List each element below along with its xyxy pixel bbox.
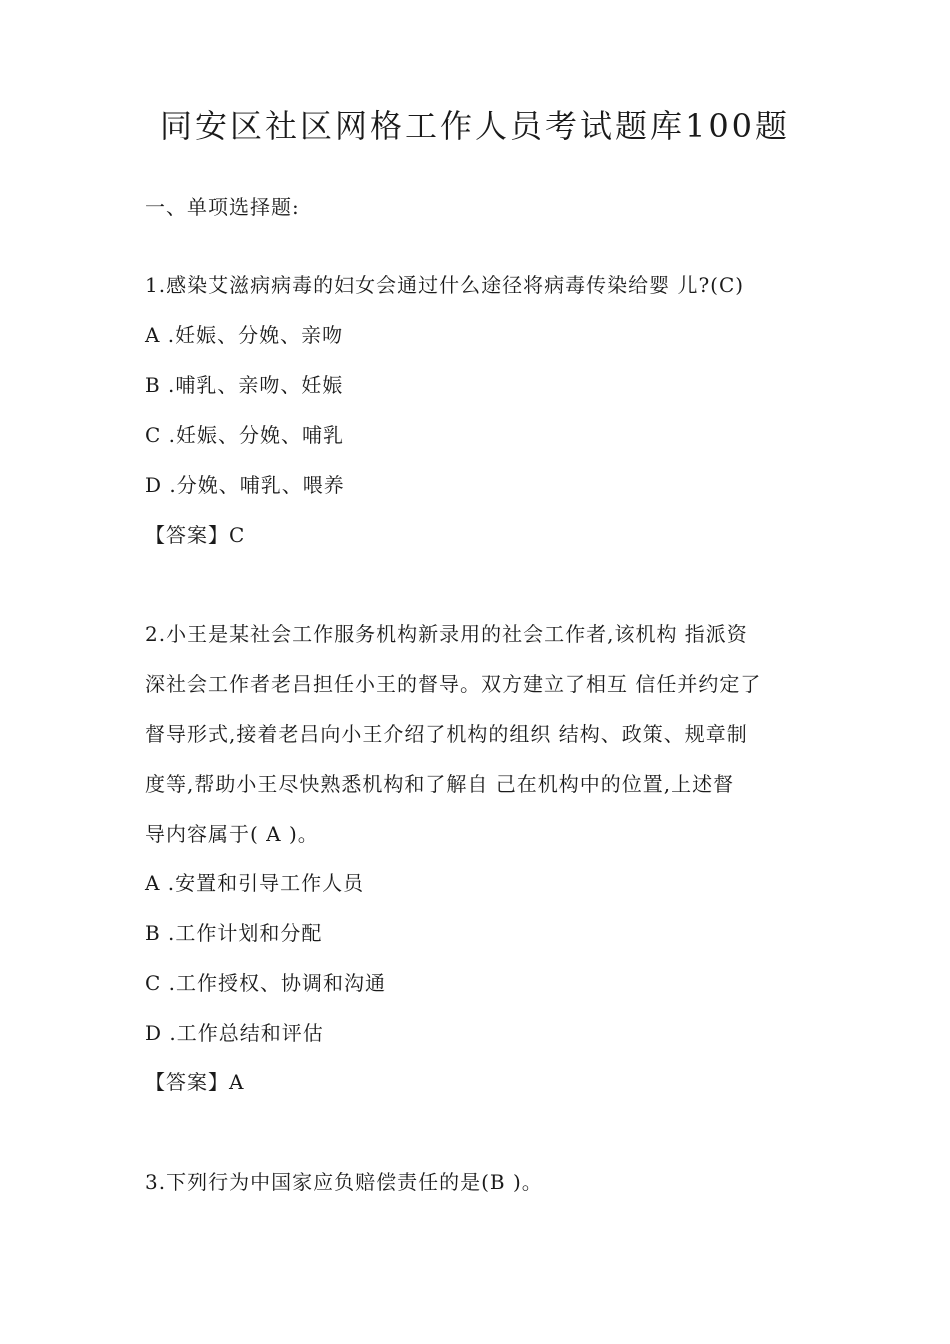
question-1-answer: 【答案】C — [145, 523, 246, 547]
question-1-option-c: C .妊娠、分娩、哺乳 — [145, 423, 345, 447]
question-2-stem-line: 导内容属于( A )。 — [145, 822, 319, 846]
question-1-option-b: B .哺乳、亲吻、妊娠 — [145, 373, 344, 397]
question-2-stem-line: 2.小王是某社会工作服务机构新录用的社会工作者,该机构 指派资 — [145, 622, 748, 646]
question-2-option-d: D .工作总结和评估 — [145, 1021, 324, 1045]
question-2-option-a: A .安置和引导工作人员 — [145, 871, 365, 895]
question-2-option-c: C .工作授权、协调和沟通 — [145, 971, 387, 995]
document-title: 同安区社区网格工作人员考试题库100题 — [159, 107, 791, 145]
question-2-answer: 【答案】A — [145, 1070, 245, 1094]
question-2-stem-line: 督导形式,接着老吕向小王介绍了机构的组织 结构、政策、规章制 — [145, 722, 748, 746]
question-2-stem-line: 度等,帮助小王尽快熟悉机构和了解自 己在机构中的位置,上述督 — [145, 772, 735, 796]
question-1-option-d: D .分娩、哺乳、喂养 — [145, 473, 345, 497]
question-1-option-a: A .妊娠、分娩、亲吻 — [145, 323, 344, 347]
question-1-stem: 1.感染艾滋病病毒的妇女会通过什么途径将病毒传染给婴 儿?(C) — [145, 273, 745, 297]
question-2-option-b: B .工作计划和分配 — [145, 921, 323, 945]
question-2-stem-line: 深社会工作者老吕担任小王的督导。双方建立了相互 信任并约定了 — [145, 672, 762, 696]
question-3-stem: 3.下列行为中国家应负赔偿责任的是(B )。 — [145, 1170, 543, 1194]
section-heading: 一、单项选择题: — [145, 195, 300, 219]
